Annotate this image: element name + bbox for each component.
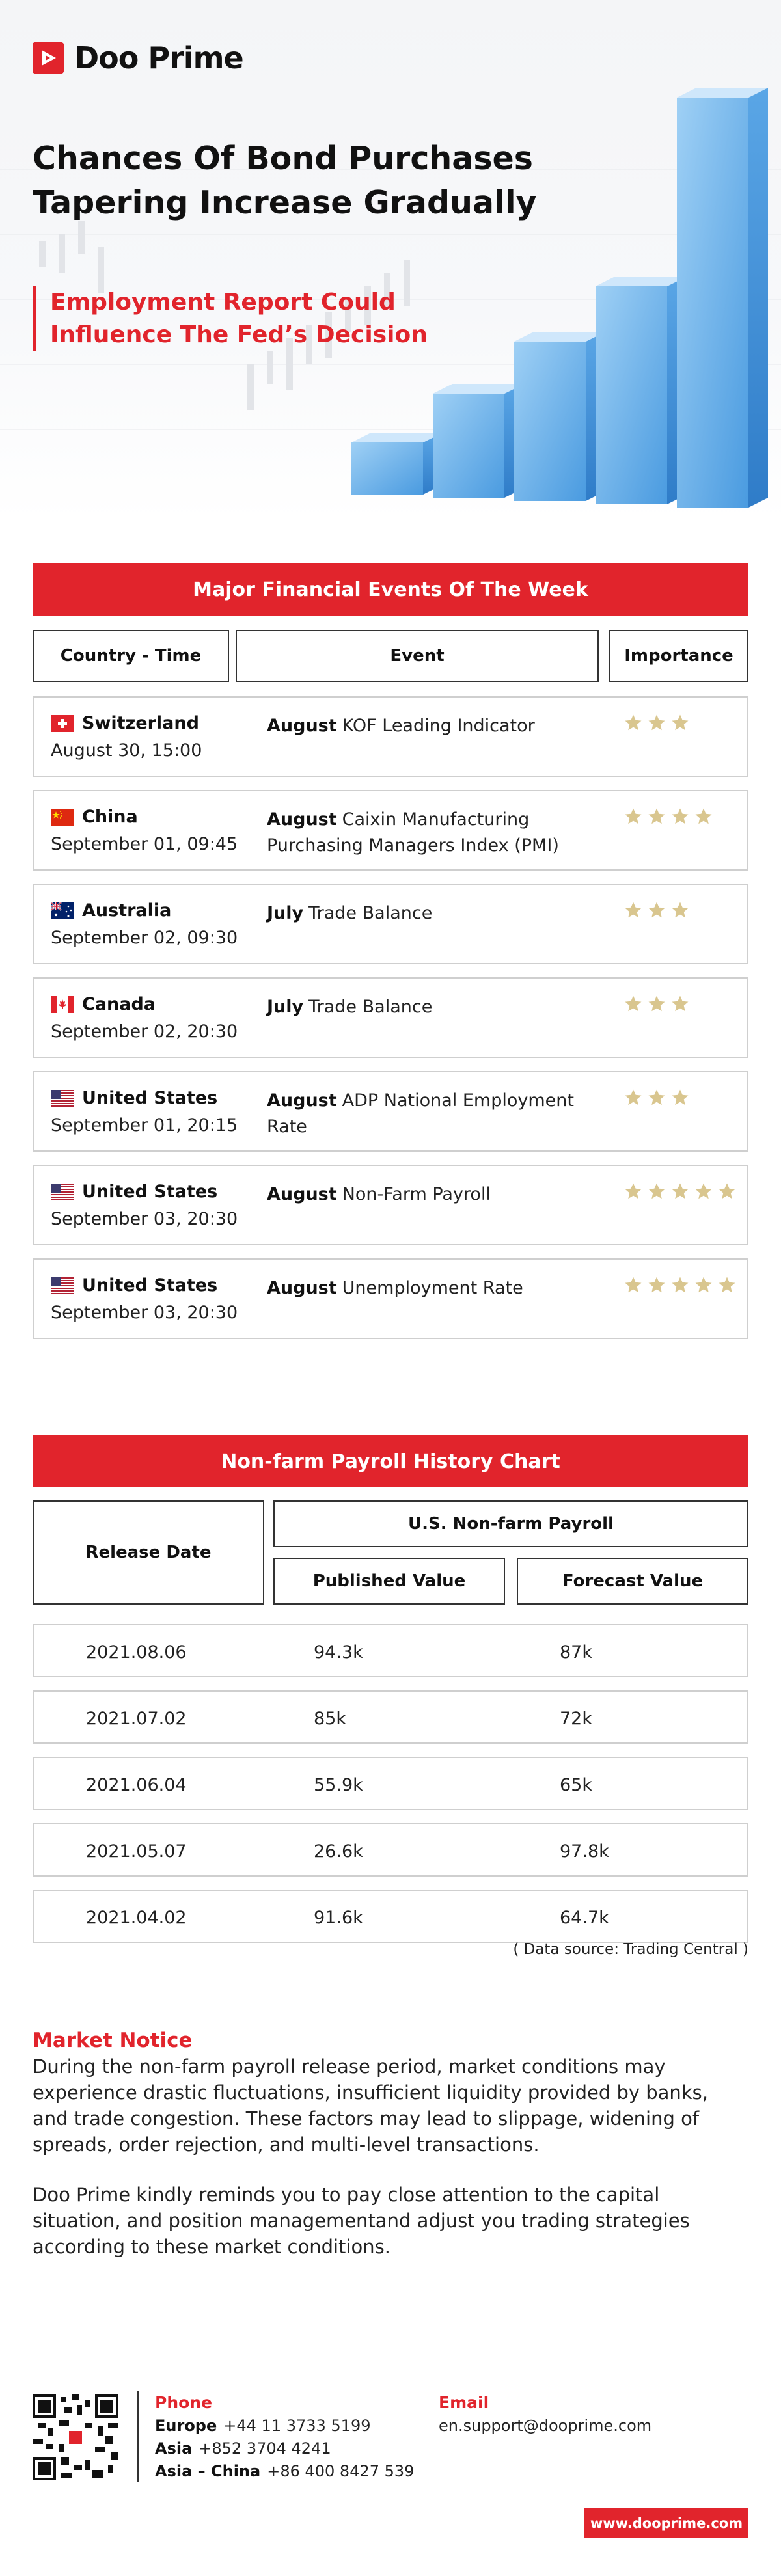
event-row — [33, 1258, 748, 1339]
importance-rating — [623, 1088, 690, 1107]
event-period: August — [267, 716, 337, 736]
event-period: August — [267, 1091, 337, 1111]
data-source-note: ( Data source: Trading Central ) — [513, 1941, 748, 1958]
importance-rating — [623, 1275, 737, 1295]
event-name: KOF Leading Indicator — [342, 716, 535, 736]
release-date-cell: 2021.05.07 — [86, 1841, 187, 1862]
event-time: August 30, 15:00 — [51, 740, 202, 761]
market-notice-paragraph-2: Doo Prime kindly reminds you to pay close attention to the capital situation, and position managementand adjust you trading strategies according to these market conditions. — [33, 2184, 690, 2258]
usa-flag-icon — [51, 1184, 74, 1200]
published-value-cell: 91.6k — [314, 1908, 363, 1928]
event-time: September 02, 20:30 — [51, 1022, 238, 1042]
title-line-1: Chances Of Bond Purchases — [33, 140, 533, 177]
market-notice-paragraph-1: During the non-farm payroll release period, market conditions may experience drastic fluctuations, insufficient liquidity provided by banks, and trade congestion. These factors may lead to slippage, widening of spreads, order rejection, and multi-level transactions. — [33, 2055, 708, 2156]
event-name: Trade Balance — [308, 997, 433, 1017]
star-icon — [717, 1182, 737, 1201]
published-value-cell: 26.6k — [314, 1841, 363, 1862]
event-row — [33, 1071, 748, 1152]
event-country — [51, 1088, 217, 1108]
country-name: United States — [82, 1275, 218, 1295]
event-description — [267, 901, 586, 927]
forecast-value-cell: 72k — [560, 1709, 592, 1729]
event-description — [267, 1182, 586, 1208]
star-icon — [623, 901, 643, 920]
phone-number: +86 400 8427 539 — [267, 2462, 415, 2480]
country-name: China — [82, 807, 138, 827]
star-icon — [647, 994, 666, 1014]
country-name: Canada — [82, 994, 156, 1014]
switzerland-flag-icon — [51, 715, 74, 732]
us-nonfarm-payroll-header: U.S. Non-farm Payroll — [273, 1500, 748, 1547]
published-value-cell: 85k — [314, 1709, 346, 1729]
event-time: September 02, 09:30 — [51, 928, 238, 948]
star-icon — [670, 1275, 690, 1295]
event-period: July — [267, 997, 304, 1017]
payroll-section-header: Non-farm Payroll History Chart — [33, 1435, 748, 1487]
event-period: August — [267, 1278, 337, 1298]
event-row — [33, 696, 748, 777]
table-row — [33, 1890, 748, 1943]
event-row — [33, 884, 748, 964]
release-date-cell: 2021.04.02 — [86, 1908, 187, 1928]
star-icon — [694, 1275, 713, 1295]
event-description — [267, 807, 586, 859]
event-description — [267, 713, 586, 739]
star-icon — [717, 1275, 737, 1295]
column-header-importance: Importance — [609, 630, 748, 682]
event-name: Trade Balance — [308, 903, 433, 923]
forecast-value-cell: 87k — [560, 1642, 592, 1662]
release-date-cell: 2021.08.06 — [86, 1642, 187, 1662]
phone-asia[interactable] — [155, 2439, 331, 2458]
phone-region: Asia — [155, 2439, 193, 2458]
event-country — [51, 994, 156, 1014]
event-name: Caixin Manufacturing Purchasing Managers Index (PMI) — [267, 809, 559, 856]
event-name: Unemployment Rate — [342, 1278, 523, 1298]
release-date-cell: 2021.07.02 — [86, 1709, 187, 1729]
column-header-country-time: Country - Time — [33, 630, 229, 682]
importance-rating — [623, 901, 690, 920]
event-country — [51, 713, 199, 733]
forecast-value-cell: 97.8k — [560, 1841, 609, 1862]
star-icon — [623, 807, 643, 826]
table-row — [33, 1690, 748, 1744]
star-icon — [647, 1182, 666, 1201]
market-notice-title: Market Notice — [33, 2029, 193, 2052]
event-row — [33, 790, 748, 871]
subtitle-line-2: Influence The Fed’s Decision — [50, 321, 428, 348]
qr-code-icon[interactable] — [33, 2394, 118, 2480]
star-icon — [670, 1182, 690, 1201]
event-description — [267, 994, 586, 1020]
brand-logo — [33, 40, 243, 75]
australia-flag-icon — [51, 902, 74, 919]
star-icon — [670, 1088, 690, 1107]
brand-name: Doo Prime — [74, 40, 243, 75]
china-flag-icon — [51, 809, 74, 826]
event-name: ADP National Employment Rate — [267, 1091, 574, 1137]
event-period: August — [267, 809, 337, 830]
published-value-cell: 94.3k — [314, 1642, 363, 1662]
star-icon — [670, 713, 690, 733]
usa-flag-icon — [51, 1090, 74, 1107]
event-time: September 03, 20:30 — [51, 1209, 238, 1229]
star-icon — [623, 1182, 643, 1201]
email-label: Email — [439, 2393, 489, 2412]
star-icon — [623, 1275, 643, 1295]
release-date-header: Release Date — [33, 1500, 264, 1605]
event-country — [51, 1182, 217, 1202]
forecast-value-cell: 65k — [560, 1775, 592, 1795]
event-name: Non-Farm Payroll — [342, 1184, 491, 1204]
phone-region: Europe — [155, 2417, 217, 2435]
table-row — [33, 1624, 748, 1677]
forecast-value-header: Forecast Value — [517, 1558, 748, 1605]
event-country — [51, 1275, 217, 1295]
phone-asia-china[interactable] — [155, 2462, 414, 2480]
country-name: Switzerland — [82, 713, 199, 733]
phone-region: Asia – China — [155, 2462, 261, 2480]
star-icon — [647, 1275, 666, 1295]
email-link[interactable]: en.support@dooprime.com — [439, 2417, 652, 2435]
importance-rating — [623, 1182, 737, 1201]
table-row — [33, 1757, 748, 1810]
doo-prime-logo-icon — [33, 42, 64, 74]
event-country — [51, 807, 138, 827]
events-section-header: Major Financial Events Of The Week — [33, 563, 748, 616]
usa-flag-icon — [51, 1277, 74, 1294]
rising-bars-illustration — [338, 78, 781, 521]
hero-banner — [0, 0, 781, 521]
event-country — [51, 901, 171, 921]
importance-rating — [623, 994, 690, 1014]
event-row — [33, 977, 748, 1058]
country-name: Australia — [82, 901, 172, 921]
event-description — [267, 1275, 586, 1301]
subtitle-line-1: Employment Report Could — [50, 289, 396, 316]
country-name: United States — [82, 1088, 218, 1108]
event-row — [33, 1165, 748, 1245]
title-line-2: Tapering Increase Gradually — [33, 184, 537, 221]
country-name: United States — [82, 1182, 218, 1202]
event-description — [267, 1088, 586, 1140]
event-period: August — [267, 1184, 337, 1204]
event-period: July — [267, 903, 304, 923]
release-date-cell: 2021.06.04 — [86, 1775, 187, 1795]
phone-europe[interactable] — [155, 2417, 371, 2435]
published-value-cell: 55.9k — [314, 1775, 363, 1795]
phone-label: Phone — [155, 2393, 213, 2412]
phone-number: +44 11 3733 5199 — [223, 2417, 371, 2435]
star-icon — [647, 901, 666, 920]
star-icon — [670, 994, 690, 1014]
phone-number: +852 3704 4241 — [199, 2439, 331, 2458]
published-value-header: Published Value — [273, 1558, 505, 1605]
star-icon — [670, 807, 690, 826]
star-icon — [623, 713, 643, 733]
star-icon — [647, 713, 666, 733]
importance-rating — [623, 713, 690, 733]
website-link-button[interactable]: www.dooprime.com — [584, 2508, 748, 2538]
canada-flag-icon — [51, 996, 74, 1013]
importance-rating — [623, 807, 713, 826]
event-time: September 03, 20:30 — [51, 1303, 238, 1323]
star-icon — [623, 1088, 643, 1107]
event-time: September 01, 20:15 — [51, 1115, 238, 1135]
event-time: September 01, 09:45 — [51, 834, 238, 854]
column-header-event: Event — [236, 630, 599, 682]
footer-divider — [137, 2391, 139, 2482]
star-icon — [647, 1088, 666, 1107]
table-row — [33, 1823, 748, 1877]
star-icon — [670, 901, 690, 920]
star-icon — [623, 994, 643, 1014]
star-icon — [694, 1182, 713, 1201]
forecast-value-cell: 64.7k — [560, 1908, 609, 1928]
star-icon — [694, 807, 713, 826]
star-icon — [647, 807, 666, 826]
